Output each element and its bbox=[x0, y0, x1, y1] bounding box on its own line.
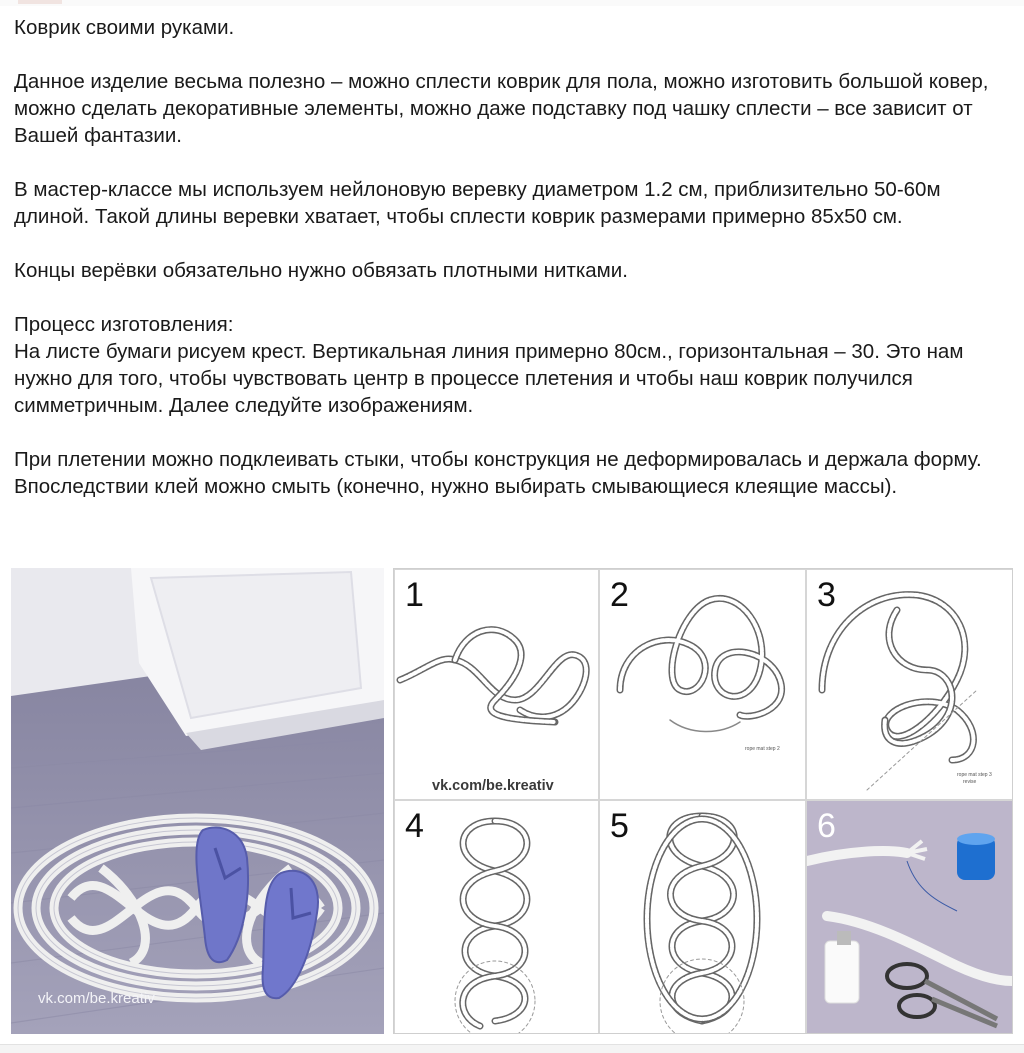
bottom-bar bbox=[0, 1044, 1024, 1053]
rope-knot-diagram bbox=[395, 801, 598, 1033]
step-6 bbox=[807, 801, 1012, 1033]
step-1 bbox=[395, 570, 598, 799]
rope-knot-diagram bbox=[395, 570, 598, 799]
steps-grid[interactable] bbox=[393, 568, 1013, 1034]
step-caption: rope mat step 2 bbox=[745, 746, 780, 752]
step-number: 5 bbox=[610, 807, 629, 845]
thread-spool-icon bbox=[957, 833, 995, 880]
rope-mat-photo[interactable] bbox=[11, 568, 384, 1034]
paragraph-materials: В мастер-классе мы используем нейлоновую веревку диаметром 1.2 см, приблизительно 50-60м длиной. Такой длины веревки хватает, чтобы сплести коврик размерами примерно 85х50 см. bbox=[14, 178, 941, 228]
step-number: 6 bbox=[817, 807, 836, 845]
step-number: 1 bbox=[405, 576, 424, 614]
rope-knot-diagram bbox=[807, 570, 1012, 799]
step-4 bbox=[395, 801, 598, 1033]
process-heading: Процесс изготовления: bbox=[14, 313, 234, 336]
step-number: 3 bbox=[817, 576, 836, 614]
lighter-icon bbox=[825, 931, 859, 1003]
post-title: Коврик своими руками. bbox=[14, 16, 235, 39]
photo-watermark: vk.com/be.kreativ bbox=[38, 990, 155, 1007]
step-caption: rope mat step 3 bbox=[957, 772, 992, 778]
step-5 bbox=[600, 801, 805, 1033]
step-number: 4 bbox=[405, 807, 424, 845]
rope-knot-diagram bbox=[600, 570, 805, 799]
rope-knot-diagram bbox=[600, 801, 805, 1033]
step-2 bbox=[600, 570, 805, 799]
top-strip bbox=[0, 0, 1024, 6]
steps-watermark: vk.com/be.kreativ bbox=[432, 778, 554, 794]
step-caption-revise: revise bbox=[963, 779, 977, 785]
paragraph-process: На листе бумаги рисуем крест. Вертикальная линия примерно 80см., горизонтальная – 30. Это нам нужно для того, чтобы чувствовать центр в процессе плетения и чтобы наш коврик получился симметричным. Далее следуйте изображениям. bbox=[14, 340, 964, 417]
paragraph-usage: Данное изделие весьма полезно – можно сплести коврик для пола, можно изготовить большой ковер, можно сделать декоративные элементы, можно даже подставку под чашку сплести – все зависит от Вашей фантазии. bbox=[14, 70, 989, 147]
paragraph-rope-ends: Концы верёвки обязательно нужно обвязать плотными нитками. bbox=[14, 259, 628, 282]
step-3 bbox=[807, 570, 1012, 799]
step-number: 2 bbox=[610, 576, 629, 614]
paragraph-gluing: При плетении можно подклеивать стыки, чтобы конструкция не деформировалась и держала форму. Впоследствии клей можно смыть (конечно, нужно выбирать смывающиеся клеящие массы). bbox=[14, 448, 982, 498]
tab-fragment bbox=[18, 0, 62, 4]
post-body bbox=[14, 14, 1009, 527]
